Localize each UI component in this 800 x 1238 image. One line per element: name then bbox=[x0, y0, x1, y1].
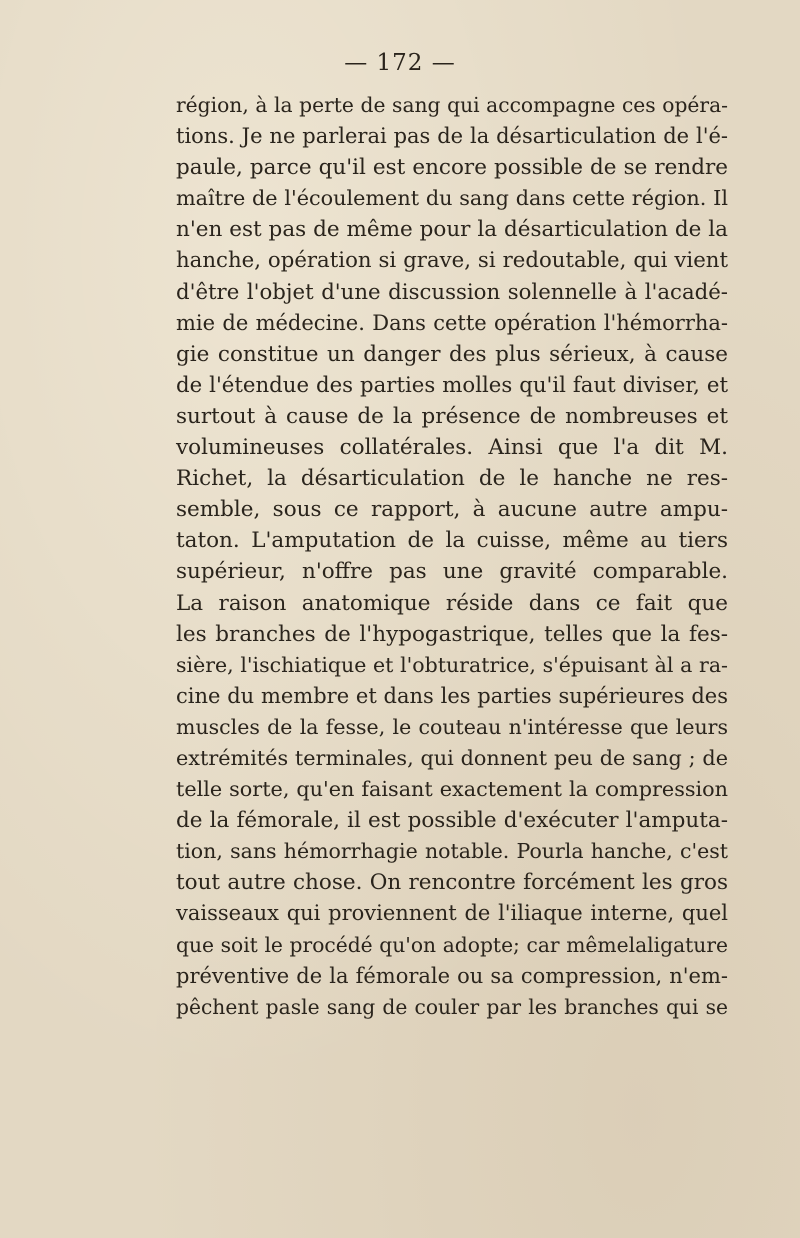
text-line: hanche, opération si grave, si redoutable, qui vient bbox=[176, 248, 728, 274]
text-line: telle sorte, qu'en faisant exactement la compression bbox=[176, 777, 728, 802]
text-line: région, à la perte de sang qui accompagne ces opéra- bbox=[176, 93, 728, 117]
text-line: cine du membre et dans les parties supérieures des bbox=[176, 683, 728, 708]
text-line: pêchent pasle sang de couler par les branches qui se bbox=[176, 994, 728, 1019]
text-line: volumineuses collatérales. Ainsi que l'a dit M. bbox=[176, 435, 728, 461]
text-line: La raison anatomique réside dans ce fait que bbox=[176, 590, 728, 616]
text-line: extrémités terminales, qui donnent peu de sang ; de bbox=[176, 745, 728, 770]
text-line: de la fémorale, il est possible d'exécuter l'amputa- bbox=[176, 808, 728, 834]
text-line: supérieur, n'offre pas une gravité comparable. bbox=[176, 559, 728, 585]
text-line: préventive de la fémorale ou sa compression, n'em- bbox=[176, 963, 728, 988]
text-line: tion, sans hémorrhagie notable. Pourla hanche, c'est bbox=[176, 839, 728, 864]
text-line: tout autre chose. On rencontre forcément les gros bbox=[176, 870, 728, 896]
text-line: que soit le procédé qu'on adopte; car mêmelaligature bbox=[176, 932, 728, 957]
text-line: Richet, la désarticulation de le hanche ne res- bbox=[176, 466, 728, 492]
text-line: gie constitue un danger des plus sérieux, à cause bbox=[176, 341, 728, 367]
text-line: taton. L'amputation de la cuisse, même au tiers bbox=[176, 528, 728, 554]
text-line: maître de l'écoulement du sang dans cette région. Il bbox=[176, 186, 728, 211]
text-line: surtout à cause de la présence de nombreuses et bbox=[176, 403, 728, 429]
text-line: paule, parce qu'il est encore possible de se rendre bbox=[176, 155, 728, 181]
text-line: tions. Je ne parlerai pas de la désarticulation de l'é- bbox=[176, 124, 728, 149]
text-line: vaisseaux qui proviennent de l'iliaque interne, quel bbox=[176, 901, 728, 926]
body-text bbox=[176, 90, 728, 1023]
page-number: — 172 — bbox=[344, 50, 456, 76]
text-line: d'être l'objet d'une discussion solennelle à l'acadé- bbox=[176, 279, 728, 305]
text-line: muscles de la fesse, le couteau n'intéresse que leurs bbox=[176, 714, 728, 739]
text-line: sière, l'ischiatique et l'obturatrice, s'épuisant àl a ra- bbox=[176, 652, 728, 677]
text-line: les branches de l'hypogastrique, telles que la fes- bbox=[176, 621, 728, 647]
text-line: de l'étendue des parties molles qu'il faut diviser, et bbox=[176, 372, 728, 398]
text-line: mie de médecine. Dans cette opération l'hémorrha- bbox=[176, 310, 728, 335]
text-line: semble, sous ce rapport, à aucune autre ampu- bbox=[176, 497, 728, 523]
text-line: n'en est pas de même pour la désarticulation de la bbox=[176, 217, 728, 243]
